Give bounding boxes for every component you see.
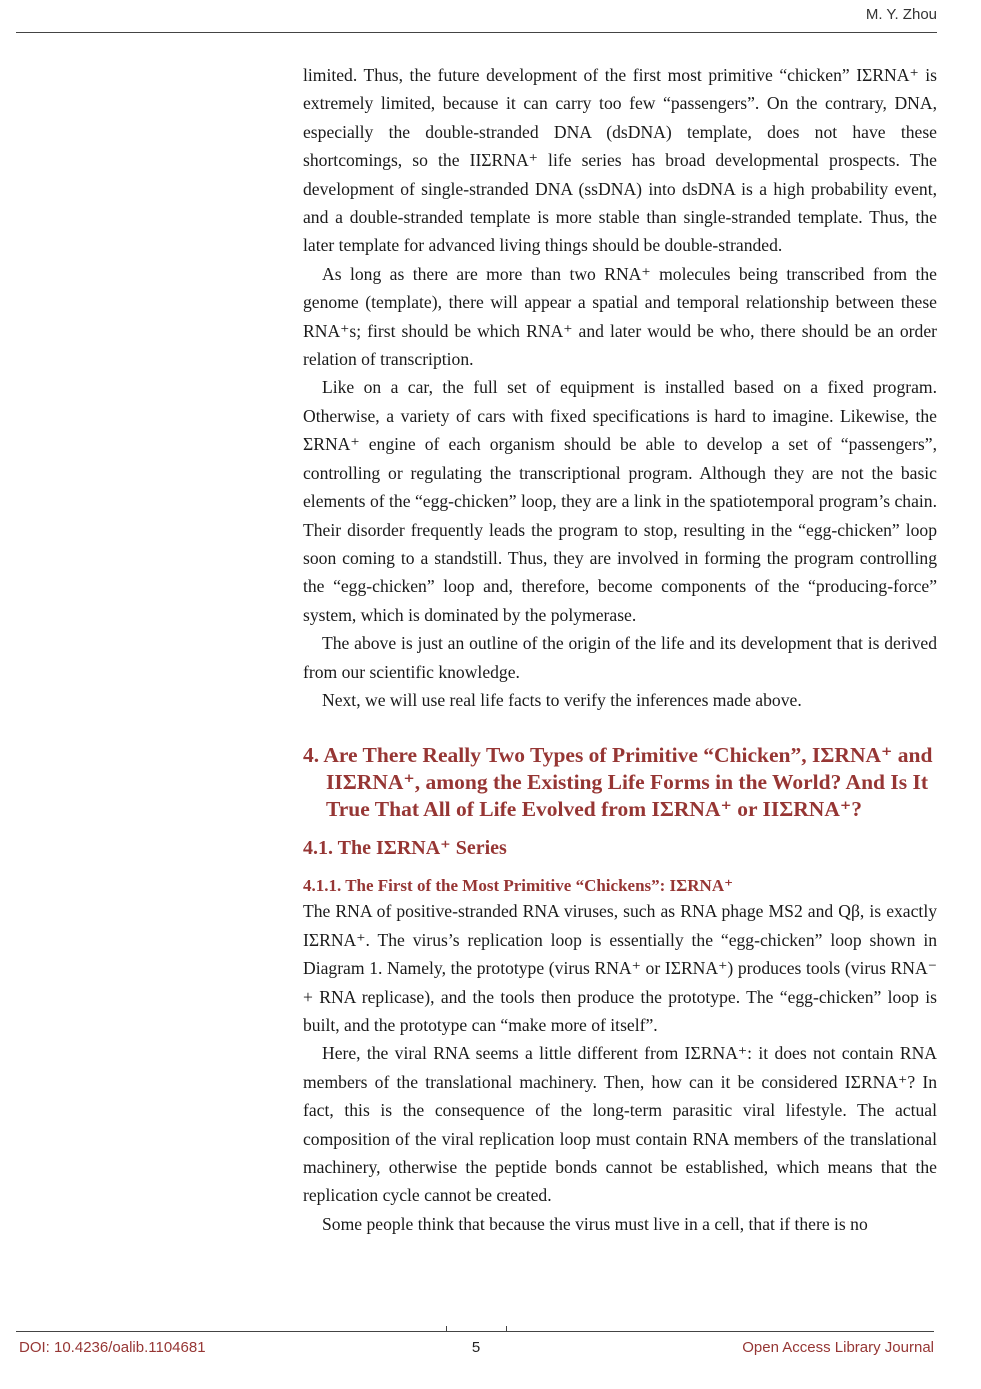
footer-journal-name: Open Access Library Journal [742, 1339, 934, 1356]
page-body [303, 61, 937, 1238]
footer-doi: DOI: 10.4236/oalib.1104681 [19, 1339, 206, 1356]
body-paragraph: limited. Thus, the future development of the first most primitive “chicken” IΣRNA⁺ is extremely limited, because it can carry too few “passengers”. On the contrary, DNA, especially the double-stranded DNA (dsDNA) template, does not have these shortcomings, so the IIΣRNA⁺ life series has broad developmental prospects. The development of single-stranded DNA (ssDNA) into dsDNA is a high probability event, and a double-stranded template is more stable than single-stranded template. Thus, the later template for advanced living things should be double-stranded. [303, 65, 937, 256]
body-paragraph: As long as there are more than two RNA⁺ molecules being transcribed from the genome (template), there will appear a spatial and temporal relationship between these RNA⁺s; first should be which RNA⁺ and later would be who, there should be an order relation of transcription. [303, 263, 937, 370]
section-heading: 4. Are There Really Two Types of Primitive “Chicken”, IΣRNA⁺ and IIΣRNA⁺, among the Existing Life Forms in the World? And Is It True That All of Life Evolved from IΣRNA⁺ or IIΣRNA⁺? [303, 743, 933, 822]
footer-divider [16, 1331, 934, 1332]
body-paragraph: Like on a car, the full set of equipment is installed based on a fixed program. Otherwise, a variety of cars with fixed specifications is hard to imagine. Likewise, the ΣRNA⁺ engine of each organism should be able to develop a set of “passengers”, controlling or regulating the transcriptional program. Although they are not the basic elements of the “egg-chicken” loop, they are a link in the spatiotemporal program’s chain. Their disorder frequently leads the program to stop, resulting in the “egg-chicken” loop soon coming to a standstill. Thus, they are involved in forming the program controlling the “egg-chicken” loop and, therefore, become components of the “producing-force” system, which is dominated by the polymerase. [303, 377, 937, 625]
body-paragraph: The above is just an outline of the origin of the life and its development that is derived from our scientific knowledge. [303, 633, 937, 682]
body-paragraph: Some people think that because the virus must live in a cell, that if there is no [322, 1213, 868, 1234]
header-divider [16, 32, 937, 33]
page-number: 5 [471, 1339, 481, 1356]
subsubsection-heading: 4.1.1. The First of the Most Primitive “Chickens”: IΣRNA⁺ [303, 876, 734, 896]
body-paragraph: Here, the viral RNA seems a little different from IΣRNA⁺: it does not contain RNA members of the translational machinery. Then, how can it be considered IΣRNA⁺? In fact, this is the consequence of the long-term parasitic viral lifestyle. The actual composition of the viral replication loop must contain RNA members of the translational machinery, otherwise the peptide bonds cannot be established, which means that the replication cycle cannot be created. [303, 1043, 937, 1206]
body-paragraph: The RNA of positive-stranded RNA viruses, such as RNA phage MS2 and Qβ, is exactly IΣRNA⁺. The virus’s replication loop is essentially the “egg-chicken” loop shown in Diagram 1. Namely, the prototype (virus RNA⁺ or IΣRNA⁺) produces tools (virus RNA⁻ + RNA replicase), and the tools then produce the prototype. The “egg-chicken” loop is built, and the prototype can “make more of itself”. [303, 901, 937, 1035]
subsection-heading: 4.1. The IΣRNA⁺ Series [303, 837, 507, 860]
body-paragraph: Next, we will use real life facts to verify the inferences made above. [322, 689, 802, 710]
running-header-author: M. Y. Zhou [865, 6, 937, 23]
